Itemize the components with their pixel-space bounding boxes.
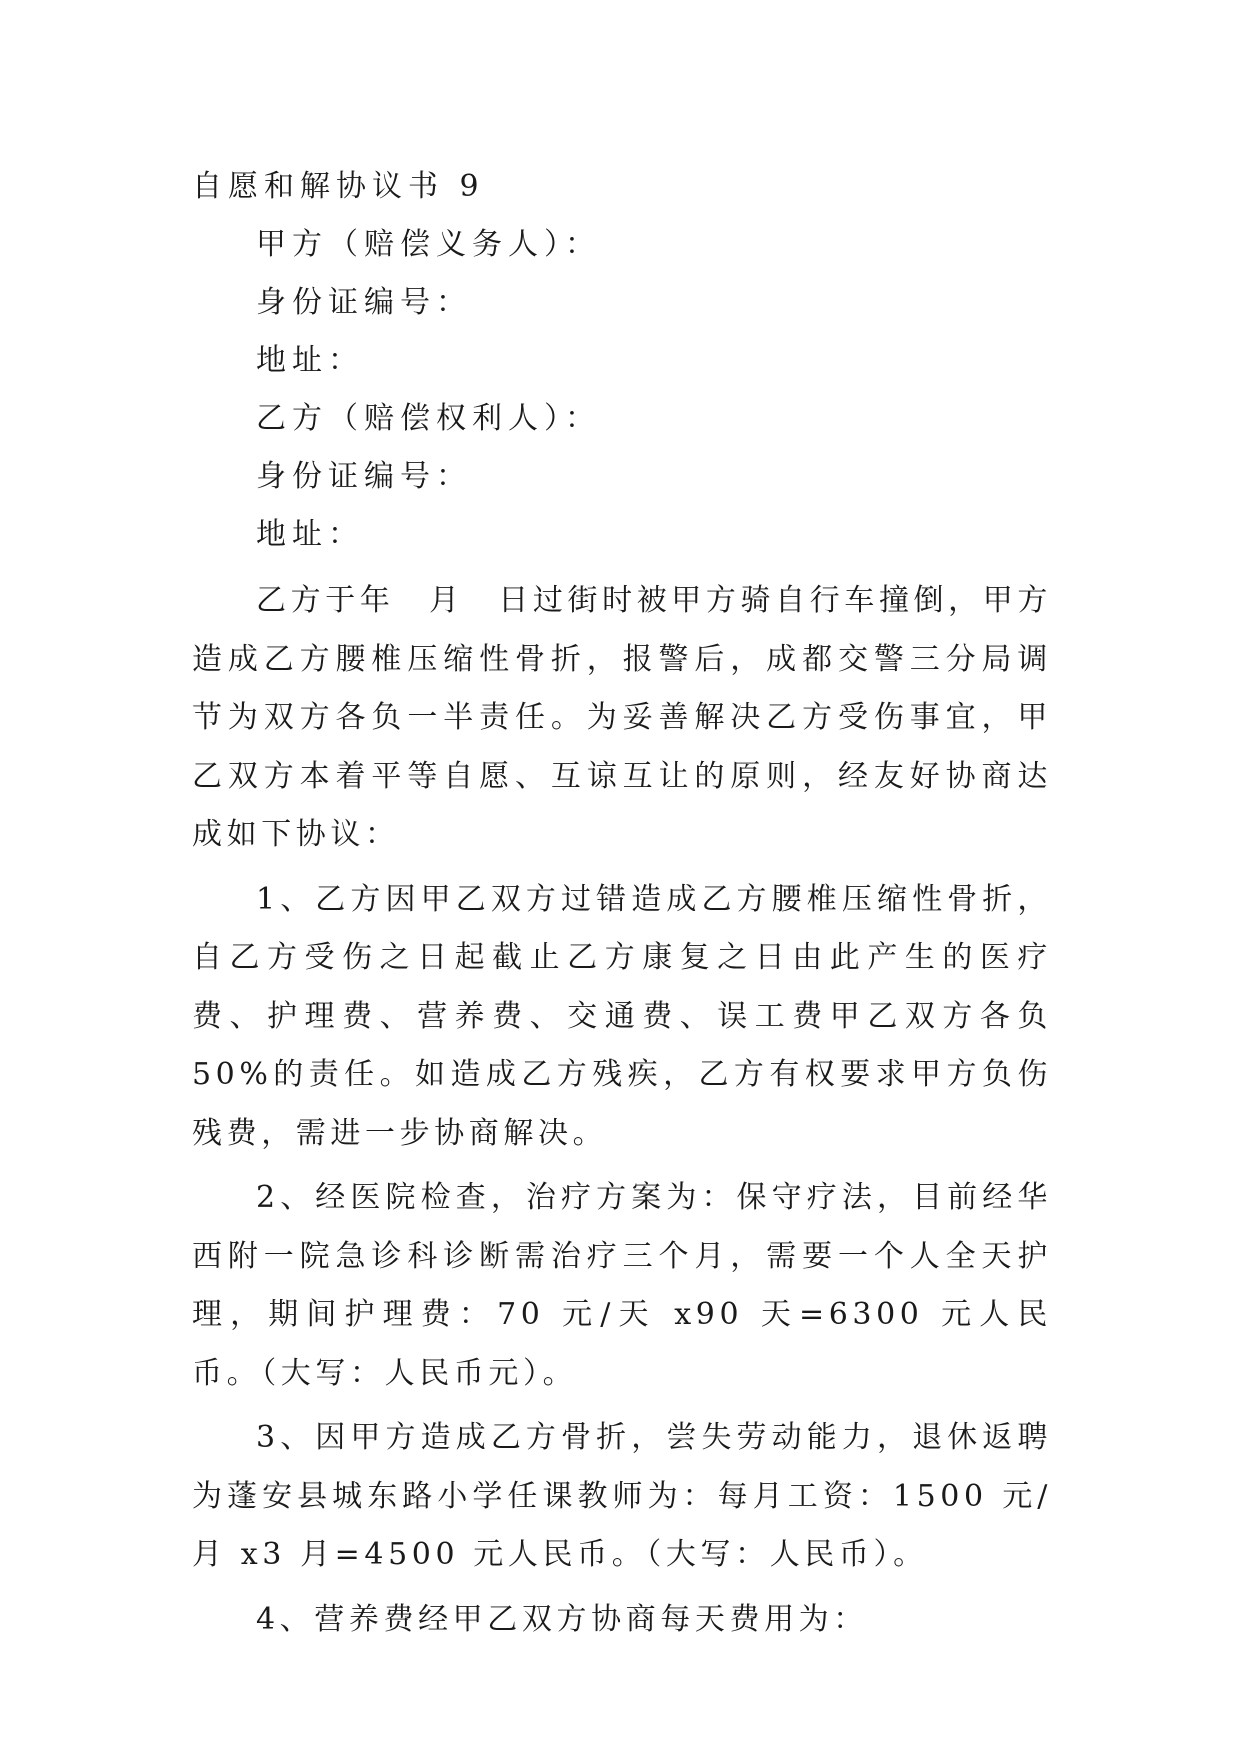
document-page	[192, 158, 1052, 1649]
document-title: 自愿和解协议书 9	[192, 169, 485, 204]
clause-1-paragraph: 1、乙方因甲乙双方过错造成乙方腰椎压缩性骨折，自乙方受伤之日起截止乙方康复之日由此产生的医疗费、护理费、营养费、交通费、误工费甲乙双方各负 50%的责任。如造成乙方残疾，乙方有权要求甲方负伤残费，需进一步协商解决。	[192, 881, 1052, 1151]
party-b-address-label: 地址：	[256, 517, 364, 552]
party-b-id-label: 身份证编号：	[256, 459, 472, 494]
clause-2-paragraph: 2、经医院检查，治疗方案为：保守疗法，目前经华西附一院急诊科诊断需治疗三个月，需要一个人全天护理，期间护理费：70 元/天 x90 天=6300 元人民币。（大写：人民币元）。	[192, 1180, 1052, 1391]
party-a-address-label: 地址：	[256, 343, 364, 378]
party-a-label: 甲方（赔偿义务人）：	[256, 227, 601, 262]
intro-paragraph: 乙方于年 月 日过街时被甲方骑自行车撞倒，甲方造成乙方腰椎压缩性骨折，报警后，成都交警三分局调节为双方各负一半责任。为妥善解决乙方受伤事宜，甲乙双方本着平等自愿、互谅互让的原则，经友好协商达成如下协议：	[192, 583, 1052, 852]
party-b-label: 乙方（赔偿权利人）：	[256, 401, 601, 436]
party-a-id-label: 身份证编号：	[256, 285, 472, 320]
clause-3-paragraph: 3、因甲方造成乙方骨折，尝失劳动能力，退休返聘为蓬安县城东路小学任课教师为：每月工资：1500 元/月 x3 月=4500 元人民币。（大写：人民币）。	[192, 1420, 1052, 1572]
clause-4-paragraph: 4、营养费经甲乙双方协商每天费用为：	[256, 1601, 868, 1637]
